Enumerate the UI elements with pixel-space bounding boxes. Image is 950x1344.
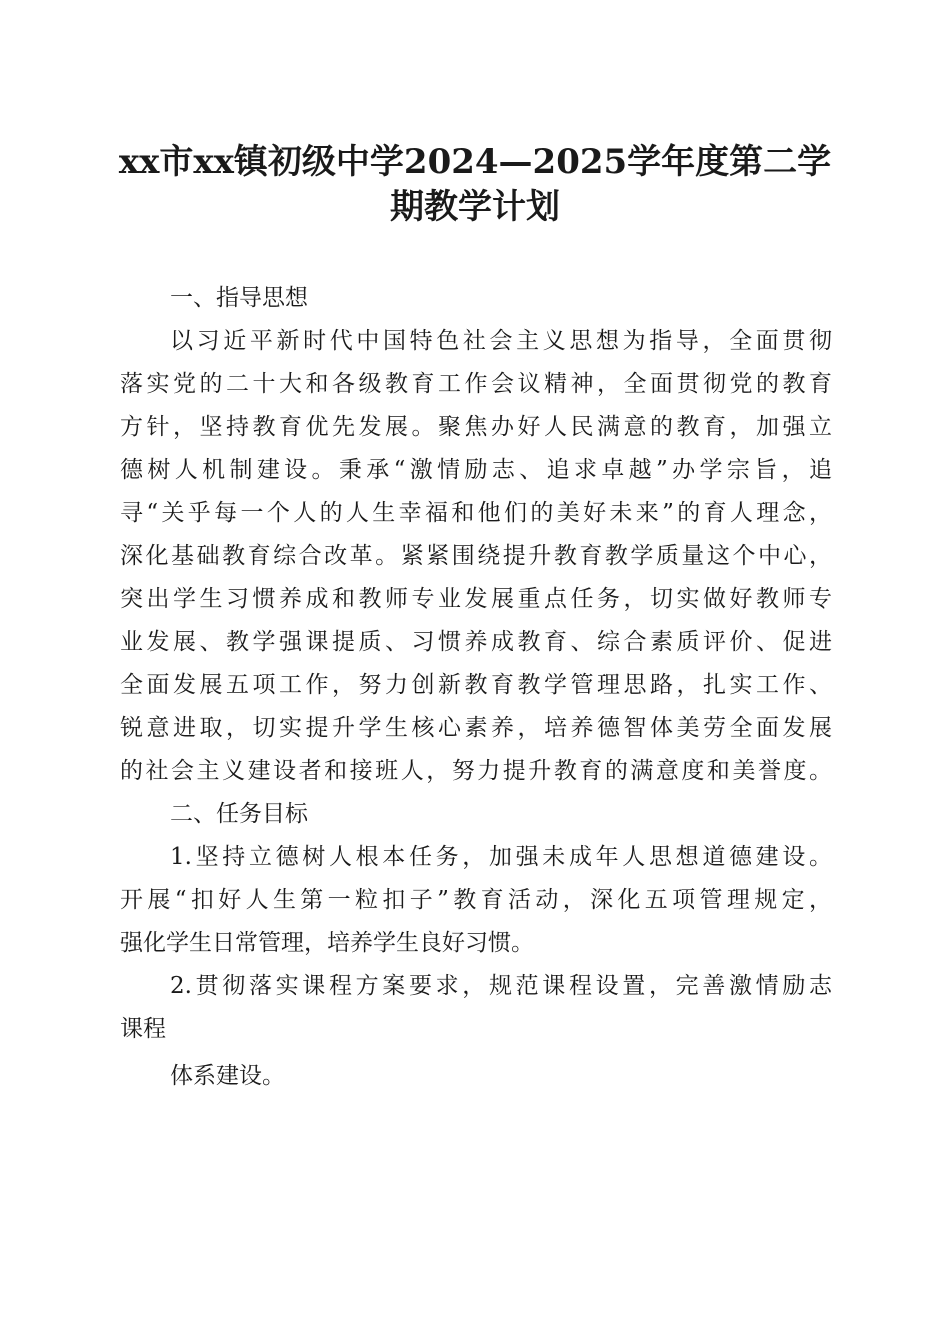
document-title-line-1: xx市xx镇初级中学2024—2025学年度第二学 [118,142,832,182]
paragraph-line: 深化基础教育综合改革。紧紧围绕提升教育教学质量这个中心， [120,543,832,569]
paragraph-line: 的社会主义建设者和接班人，努力提升教育的满意度和美誉度。 [120,758,832,784]
section-heading-guiding-ideology: 一、指导思想 [170,285,308,311]
paragraph-line: 以习近平新时代中国特色社会主义思想为指导，全面贯彻 [170,328,832,354]
paragraph-line: 寻“关乎每一个人的人生幸福和他们的美好未来”的育人理念， [120,500,832,526]
document-title-line-2: 期教学计划 [390,187,560,227]
paragraph-line: 1.坚持立德树人根本任务，加强未成年人思想道德建设。 [170,844,832,870]
paragraph-line: 方针，坚持教育优先发展。聚焦办好人民满意的教育，加强立 [120,414,832,440]
paragraph-line: 课程 [120,1016,166,1042]
paragraph-line: 落实党的二十大和各级教育工作会议精神，全面贯彻党的教育 [120,371,832,397]
section-heading-task-goals: 二、任务目标 [170,801,308,827]
paragraph-line: 锐意进取，切实提升学生核心素养，培养德智体美劳全面发展 [120,715,832,741]
paragraph-line: 体系建设。 [170,1063,285,1089]
paragraph-line: 开展“扣好人生第一粒扣子”教育活动，深化五项管理规定， [120,887,832,913]
paragraph-line: 全面发展五项工作，努力创新教育教学管理思路，扎实工作、 [120,672,832,698]
paragraph-line: 2.贯彻落实课程方案要求，规范课程设置，完善激情励志 [170,973,832,999]
paragraph-line: 德树人机制建设。秉承“激情励志、追求卓越”办学宗旨，追 [120,457,832,483]
paragraph-line: 强化学生日常管理，培养学生良好习惯。 [120,930,534,956]
paragraph-line: 业发展、教学强课提质、习惯养成教育、综合素质评价、促进 [120,629,832,655]
paragraph-line: 突出学生习惯养成和教师专业发展重点任务，切实做好教师专 [120,586,832,612]
